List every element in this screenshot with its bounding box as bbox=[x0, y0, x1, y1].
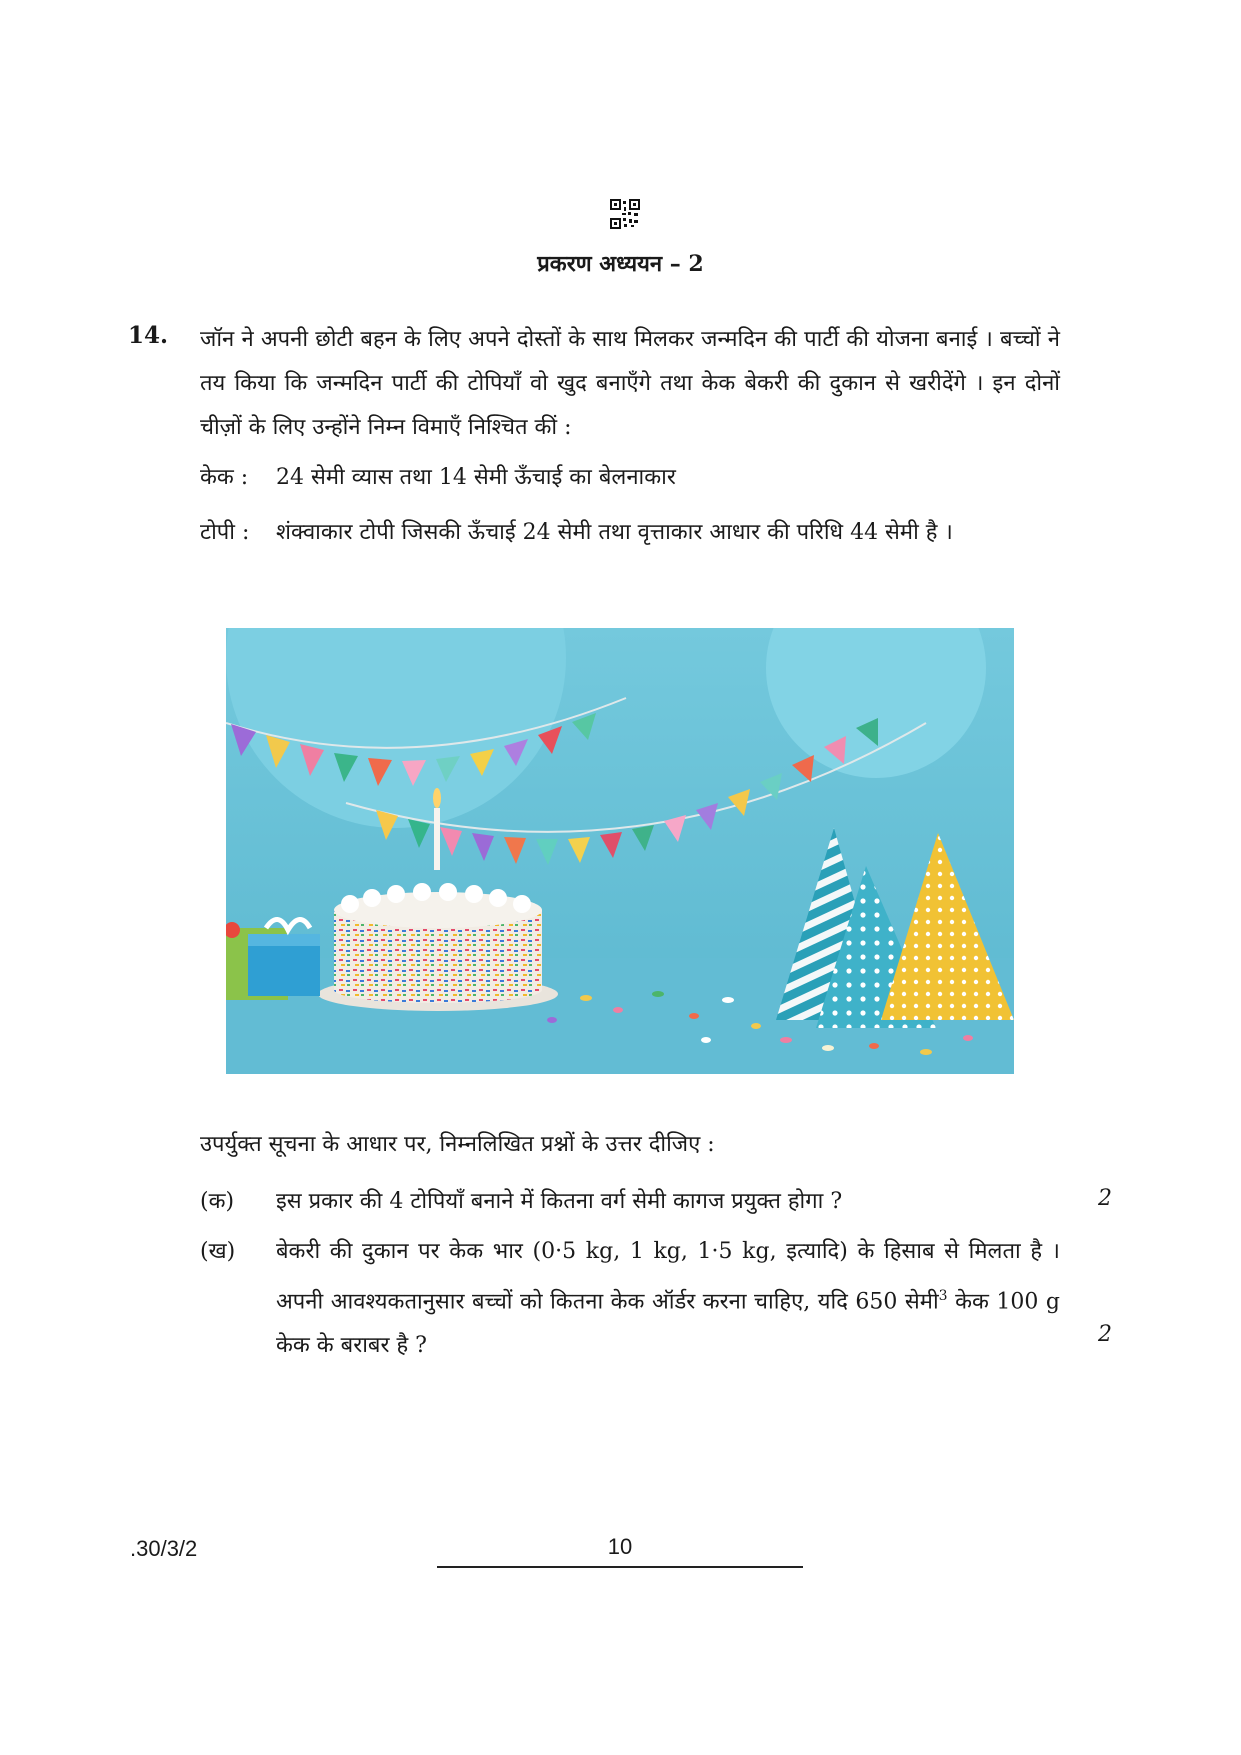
sub-question-b-text bbox=[276, 1230, 1060, 1368]
cake-spec bbox=[200, 458, 676, 498]
sub-question-a-marker: (क) bbox=[200, 1189, 235, 1214]
footer-rule bbox=[437, 1566, 803, 1568]
paper-code: .30/3/2 bbox=[130, 1536, 198, 1561]
sub-question-b bbox=[200, 1230, 1060, 1368]
sub-question-b-text-2: केक 100 g केक के बराबर है ? bbox=[276, 1289, 1060, 1359]
cap-spec bbox=[200, 513, 1060, 553]
sub-question-b-marker: (ख) bbox=[200, 1239, 236, 1264]
cake-text: 24 सेमी व्यास तथा 14 सेमी ऊँचाई का बेलनाकार bbox=[276, 465, 676, 490]
cap-text: शंक्वाकार टोपी जिसकी ऊँचाई 24 सेमी तथा वृत्ताकार आधार की परिधि 44 सेमी है । bbox=[276, 520, 953, 545]
section-heading: प्रकरण अध्ययन – 2 bbox=[537, 251, 704, 277]
qr-code-icon bbox=[610, 199, 640, 229]
instruction-text: उपर्युक्त सूचना के आधार पर, निम्नलिखित प्रश्नों के उत्तर दीजिए : bbox=[200, 1132, 715, 1157]
cap-label: टोपी : bbox=[200, 520, 250, 545]
cake-label: केक : bbox=[200, 465, 249, 490]
page-number: 10 bbox=[607, 1534, 633, 1559]
birthday-party-photo bbox=[226, 628, 1014, 1074]
question-number: 14. bbox=[128, 322, 169, 349]
marks-a: 2 bbox=[1098, 1186, 1112, 1211]
cube-superscript: 3 bbox=[938, 1288, 948, 1304]
sub-question-a-text: इस प्रकार की 4 टोपियाँ बनाने में कितना वर्ग सेमी कागज प्रयुक्त होगा ? bbox=[276, 1189, 843, 1214]
question-paragraph: जॉन ने अपनी छोटी बहन के लिए अपने दोस्तों के साथ मिलकर जन्मदिन की पार्टी की योजना बनाई । बच्चों ने तय किया कि जन्मदिन पार्टी की टोपियाँ वो खुद बनाएँगे तथा केक बेकरी की दुकान से खरीदेंगे । इन दोनों चीज़ों के लिए उन्होंने निम्न विमाएँ निश्चित कीं : bbox=[200, 327, 1060, 440]
sub-question-a bbox=[200, 1180, 1060, 1224]
marks-b: 2 bbox=[1098, 1322, 1112, 1347]
sub-question-b-text-1: बेकरी की दुकान पर केक भार (0·5 kg, 1 kg, 1·5 kg, इत्यादि) के हिसाब से मिलता है । अपनी आवश्यकतानुसार बच्चों को कितना केक ऑर्डर करना चाहिए, यदि 650 सेमी bbox=[276, 1239, 1060, 1315]
